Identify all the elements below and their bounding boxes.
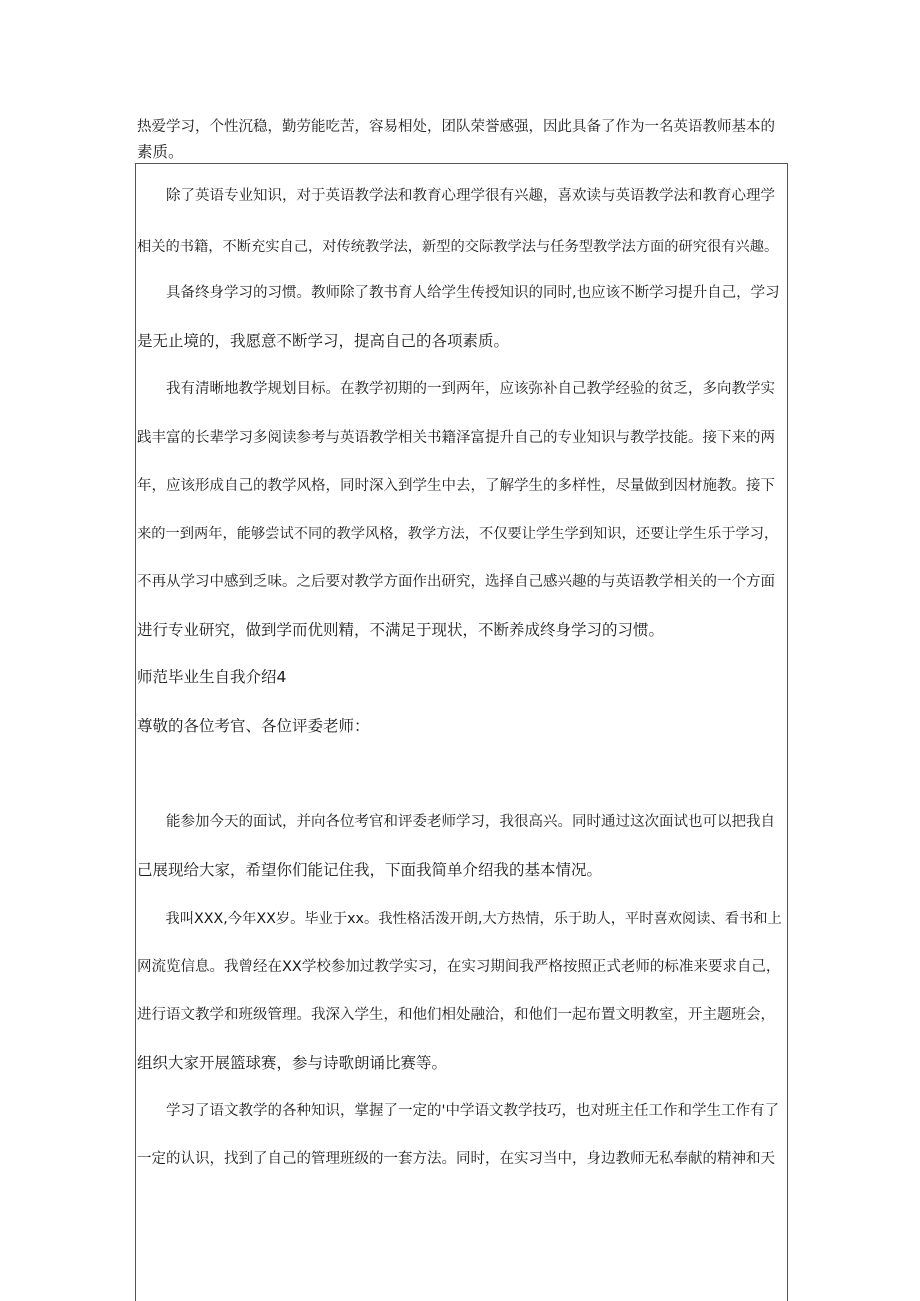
- paragraph-line: 己展现给大家，希望你们能记住我，下面我简单介绍我的基本情况。: [137, 861, 603, 879]
- paragraph-line: 一定的认识，找到了自己的管理班级的一套方法。同时，在实习当中，身边教师无私奉献的精神和天: [137, 1151, 775, 1167]
- paragraph-line: 不再从学习中感到乏味。之后要对教学方面作出研究，选择自己感兴趣的与英语教学相关的一个方面: [137, 574, 775, 590]
- paragraph-line: 网流览信息。我曾经在XX学校参加过教学实习，在实习期间我严格按照正式老师的标准来要求自己，: [137, 959, 781, 975]
- paragraph-line: 能参加今天的面试，并向各位考官和评委老师学习，我很高兴。同时通过这次面试也可以把我自: [137, 814, 775, 830]
- paragraph-line: 是无止境的，我愿意不断学习，提高自己的各项素质。: [137, 332, 510, 350]
- intro-line-2: 素质。: [137, 143, 184, 161]
- paragraph-line: 我有清晰地教学规划目标。在教学初期的一到两年，应该弥补自己教学经验的贫乏，多向教学实: [137, 381, 775, 397]
- table-border-top: [135, 163, 788, 164]
- paragraph-line: 组织大家开展篮球赛，参与诗歌朗诵比赛等。: [137, 1054, 448, 1072]
- section-heading: 师范毕业生自我介绍4: [137, 668, 287, 686]
- table-border-right: [787, 163, 788, 1301]
- paragraph-line: 践丰富的长辈学习多阅读参考与英语教学相关书籍泽富提升自己的专业知识与教学技能。接下来的两: [137, 430, 775, 446]
- salutation: 尊敬的各位考官、各位评委老师：: [137, 717, 370, 735]
- table-border-left: [135, 163, 136, 1301]
- paragraph-line: 具备终身学习的习惯。教师除了教书育人给学生传授知识的同时,也应该不断学习提升自己，学习: [137, 285, 780, 301]
- paragraph-line: 进行语文教学和班级管理。我深入学生，和他们相处融洽，和他们一起布置文明教室，开主题班会，: [137, 1007, 775, 1023]
- paragraph-line: 年，应该形成自己的教学风格，同时深入到学生中去，了解学生的多样性，尽量做到因材施教。接下: [137, 478, 775, 494]
- intro-line-1: 热爱学习，个性沉稳，勤劳能吃苦，容易相处，团队荣誉感强，因此具备了作为一名英语教师基本的: [137, 119, 775, 135]
- paragraph-line: 学习了语文教学的各种知识，掌握了一定的'中学语文教学技巧，也对班主任工作和学生工作有了: [137, 1103, 779, 1119]
- paragraph-line: 除了英语专业知识，对于英语教学法和教育心理学很有兴趣，喜欢读与英语教学法和教育心理学: [137, 188, 775, 204]
- paragraph-line: 进行专业研究，做到学而优则精，不满足于现状，不断养成终身学习的习惯。: [137, 621, 665, 639]
- paragraph-line: 我叫XXX,今年XX岁。毕业于xx。我性格活泼开朗,大方热情，乐于助人，平时喜欢阅读、看书和上: [137, 911, 782, 927]
- paragraph-line: 来的一到两年，能够尝试不同的教学风格，教学方法，不仅要让学生学到知识，还要让学生乐于学习，: [137, 526, 779, 542]
- paragraph-line: 相关的书籍，不断充实自己，对传统教学法，新型的交际教学法与任务型教学法方面的研究很有兴趣。: [137, 239, 779, 255]
